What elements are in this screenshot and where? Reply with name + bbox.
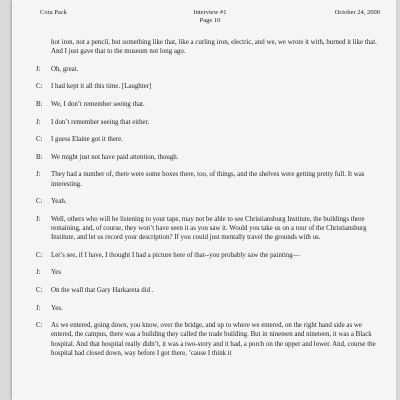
speaker-label: C: bbox=[36, 322, 43, 330]
paragraph-text: We, I don’t remember seeing that. bbox=[51, 100, 145, 108]
interviewee-name: Cora Pack bbox=[40, 9, 67, 16]
speaker-label: C: bbox=[36, 83, 43, 91]
transcript-paragraph bbox=[36, 215, 384, 243]
transcript-paragraph bbox=[36, 82, 384, 91]
transcript-paragraph bbox=[36, 135, 384, 144]
paragraph-text: Yes. bbox=[51, 304, 63, 312]
transcript-paragraph bbox=[36, 304, 384, 313]
paragraph-text: I had kept it all this time. [Laughter] bbox=[51, 83, 152, 91]
speaker-label: B: bbox=[36, 100, 43, 108]
paragraph-text: Oh, great. bbox=[51, 65, 79, 73]
speaker-label: C: bbox=[36, 198, 43, 206]
transcript-paragraph bbox=[36, 251, 384, 260]
paragraph-text: I don’t remember seeing that either. bbox=[51, 118, 150, 126]
speaker-label: J: bbox=[36, 215, 41, 223]
speaker-label: C: bbox=[36, 286, 43, 294]
transcript-paragraph bbox=[36, 286, 384, 295]
speaker-label: C: bbox=[36, 251, 43, 259]
transcript-paragraph bbox=[36, 321, 384, 358]
paragraph-text: hot iron, not a pencil, but something like that, like a curling iron, electric, and we, we wrote it with, burned it like that. And I just gave that to the museum not long ago. bbox=[51, 39, 377, 56]
paragraph-text: Yes bbox=[51, 269, 62, 277]
speaker-label: J: bbox=[36, 118, 41, 126]
speaker-label: J: bbox=[36, 304, 41, 312]
transcript-paragraph bbox=[36, 118, 384, 127]
paragraph-text: On the wall that Gary Harkareta did . bbox=[51, 286, 154, 294]
speaker-label: C: bbox=[36, 136, 43, 144]
page-number: Page 10 bbox=[199, 16, 221, 24]
interview-number: Interview #1 bbox=[193, 9, 227, 16]
paragraph-text: I guess Elaine got it there. bbox=[51, 136, 123, 144]
speaker-label: J: bbox=[36, 65, 41, 73]
transcript-paragraph bbox=[36, 38, 384, 56]
transcript-page bbox=[12, 0, 396, 400]
paragraph-text: Yeah. bbox=[51, 198, 67, 206]
transcript-paragraph bbox=[36, 268, 384, 277]
paragraph-text: They had a number of, there were some boxes there, too, of things, and the shelves were getting pretty full. It was interesting. bbox=[51, 171, 365, 188]
speaker-label: J: bbox=[36, 171, 41, 179]
transcript-paragraph bbox=[36, 197, 384, 206]
paragraph-text: As we entered, going down, you know, over the bridge, and up to where we entered, on the right hand side as we entered, the campus, there was a building they called the trade building. But in nineteen and nineteen, it was a Black hospital. And that hospital really didn’t, it was a two-story and it had, a porch on the upper and lower. And, course the hospital had closed down, way before I got there, ’cause I think it bbox=[51, 322, 376, 357]
transcript-paragraph bbox=[36, 153, 384, 162]
transcript-body bbox=[36, 38, 384, 366]
interview-info bbox=[40, 9, 380, 24]
transcript-paragraph bbox=[36, 65, 384, 74]
paragraph-text: Let’s see, if I have, I thought I had a picture here of that--you probably saw the painting— bbox=[51, 251, 300, 259]
speaker-label: B: bbox=[36, 153, 43, 161]
paragraph-text: We might just not have paid attention, though. bbox=[51, 153, 179, 161]
page-header bbox=[40, 9, 380, 33]
speaker-label: J: bbox=[36, 269, 41, 277]
transcript-paragraph bbox=[36, 170, 384, 188]
interview-date: October 24, 2000 bbox=[334, 9, 380, 16]
transcript-paragraph bbox=[36, 100, 384, 109]
paragraph-text: Well, others who will be listening to your tape, may not be able to see Christiansburg Institute, the buildings there remaining, and, of course, they won’t have seen it as you saw it. Would you take us on a tour of the Christiansburg Institute, and let us record your description? If you could just mentally travel the grounds with us. bbox=[51, 215, 367, 242]
